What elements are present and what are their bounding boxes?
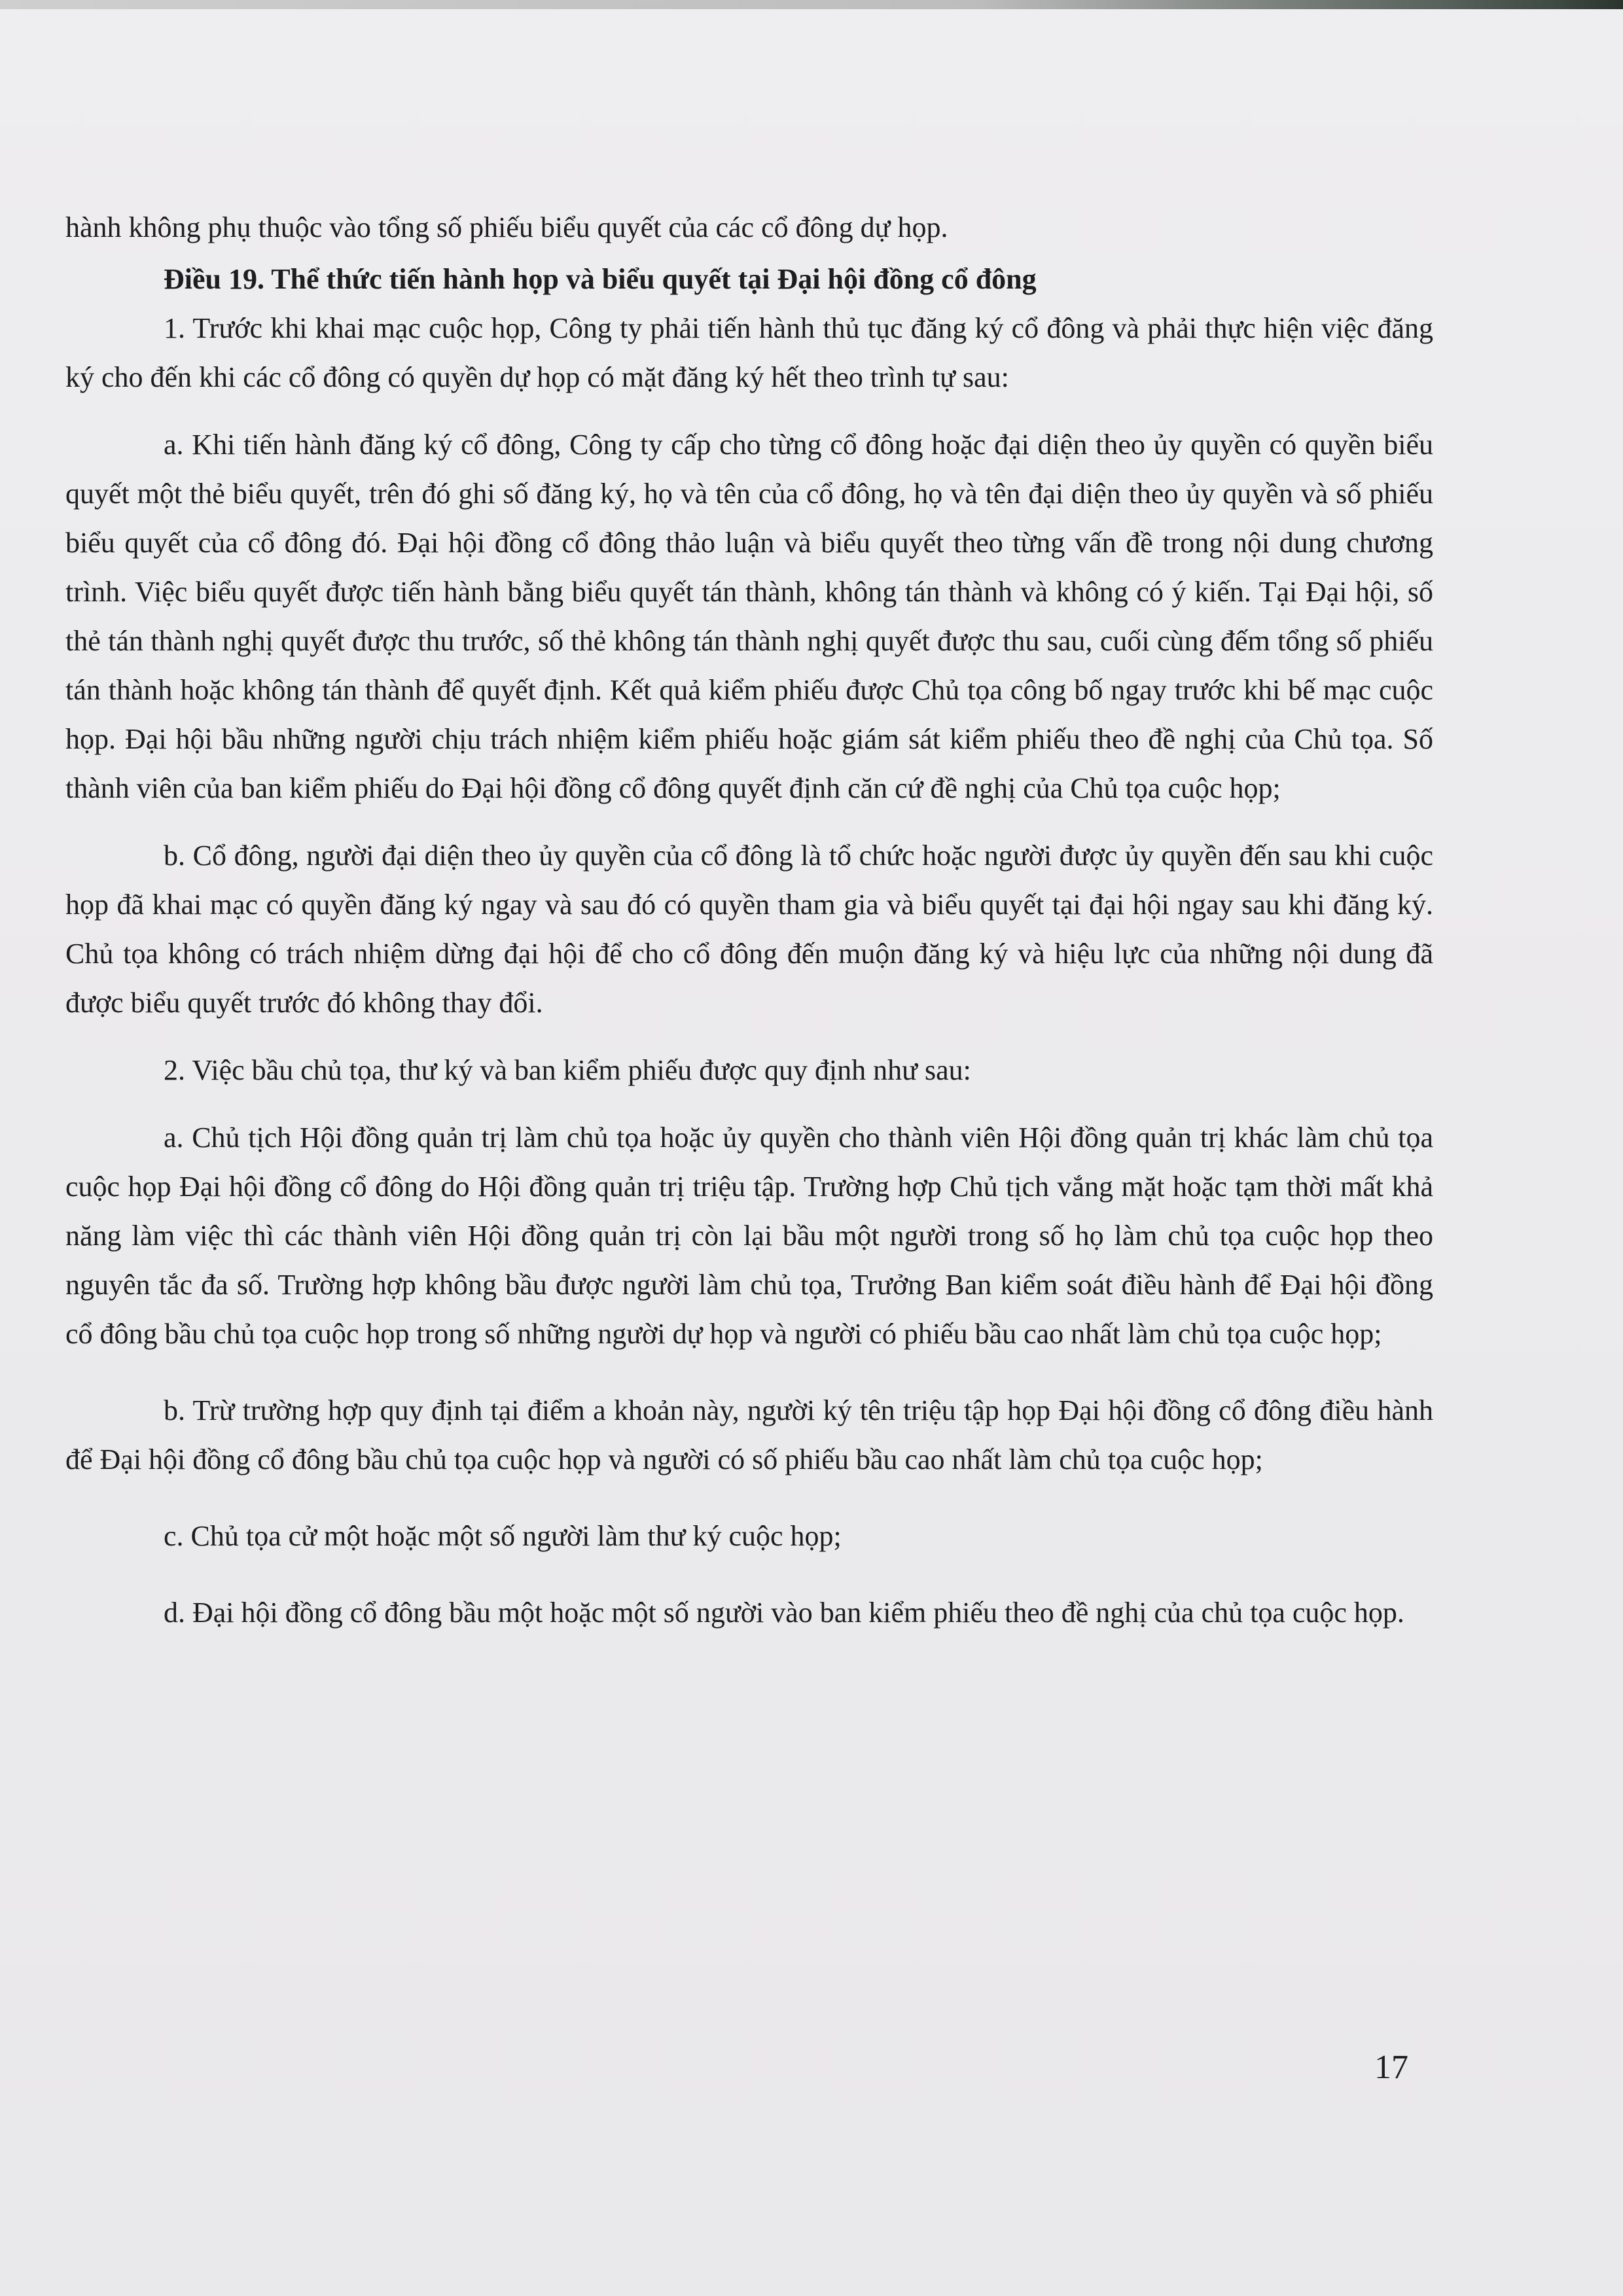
- clause-2b: b. Trừ trường hợp quy định tại điểm a khoản này, người ký tên triệu tập họp Đại hội đồng cổ đông điều hành để Đại hội đồng cổ đông bầu chủ tọa cuộc họp và người có số phiếu bầu cao nhất làm chủ tọa cuộc họp;: [65, 1394, 1433, 1475]
- scan-top-edge: [0, 0, 1623, 9]
- document-body: [65, 203, 1433, 1637]
- article-heading: Điều 19. Thể thức tiến hành họp và biểu quyết tại Đại hội đồng cổ đông: [164, 263, 1037, 295]
- clause-2d: d. Đại hội đồng cổ đông bầu một hoặc một số người vào ban kiểm phiếu theo đề nghị của chủ tọa cuộc họp.: [164, 1597, 1404, 1629]
- clause-2c: c. Chủ tọa cử một hoặc một số người làm thư ký cuộc họp;: [164, 1520, 842, 1552]
- page-number: 17: [1374, 2049, 1408, 2086]
- clause-1: 1. Trước khi khai mạc cuộc họp, Công ty phải tiến hành thủ tục đăng ký cổ đông và phải thực hiện việc đăng ký cho đến khi các cổ đông có quyền dự họp có mặt đăng ký hết theo trình tự sau:: [65, 312, 1433, 393]
- clause-2: 2. Việc bầu chủ tọa, thư ký và ban kiểm phiếu được quy định như sau:: [164, 1054, 971, 1086]
- paragraph-continuation: hành không phụ thuộc vào tổng số phiếu biểu quyết của các cổ đông dự họp.: [65, 211, 948, 243]
- clause-1a: a. Khi tiến hành đăng ký cổ đông, Công ty cấp cho từng cổ đông hoặc đại diện theo ủy quyền có quyền biểu quyết một thẻ biểu quyết, trên đó ghi số đăng ký, họ và tên của cổ đông, họ và tên đại diện theo ủy quyền và số phiếu biểu quyết của cổ đông đó. Đại hội đồng cổ đông thảo luận và biểu quyết theo từng vấn đề trong nội dung chương trình. Việc biểu quyết được tiến hành bằng biểu quyết tán thành, không tán thành và không có ý kiến. Tại Đại hội, số thẻ tán thành nghị quyết được thu trước, số thẻ không tán thành nghị quyết được thu sau, cuối cùng đếm tổng số phiếu tán thành hoặc không tán thành để quyết định. Kết quả kiểm phiếu được Chủ tọa công bố ngay trước khi bế mạc cuộc họp. Đại hội bầu những người chịu trách nhiệm kiểm phiếu hoặc giám sát kiểm phiếu theo đề nghị của Chủ tọa. Số thành viên của ban kiểm phiếu do Đại hội đồng cổ đông quyết định căn cứ đề nghị của Chủ tọa cuộc họp;: [65, 429, 1433, 804]
- clause-1b: b. Cổ đông, người đại diện theo ủy quyền của cổ đông là tổ chức hoặc người được ủy quyền đến sau khi cuộc họp đã khai mạc có quyền đăng ký ngay và sau đó có quyền tham gia và biểu quyết tại đại hội ngay sau khi đăng ký. Chủ tọa không có trách nhiệm dừng đại hội để cho cổ đông đến muộn đăng ký và hiệu lực của những nội dung đã được biểu quyết trước đó không thay đổi.: [65, 839, 1433, 1019]
- clause-2a: a. Chủ tịch Hội đồng quản trị làm chủ tọa hoặc ủy quyền cho thành viên Hội đồng quản trị khác làm chủ tọa cuộc họp Đại hội đồng cổ đông do Hội đồng quản trị triệu tập. Trường hợp Chủ tịch vắng mặt hoặc tạm thời mất khả năng làm việc thì các thành viên Hội đồng quản trị còn lại bầu một người trong số họ làm chủ tọa cuộc họp theo nguyên tắc đa số. Trường hợp không bầu được người làm chủ tọa, Trưởng Ban kiểm soát điều hành để Đại hội đồng cổ đông bầu chủ tọa cuộc họp trong số những người dự họp và người có phiếu bầu cao nhất làm chủ tọa cuộc họp;: [65, 1122, 1433, 1350]
